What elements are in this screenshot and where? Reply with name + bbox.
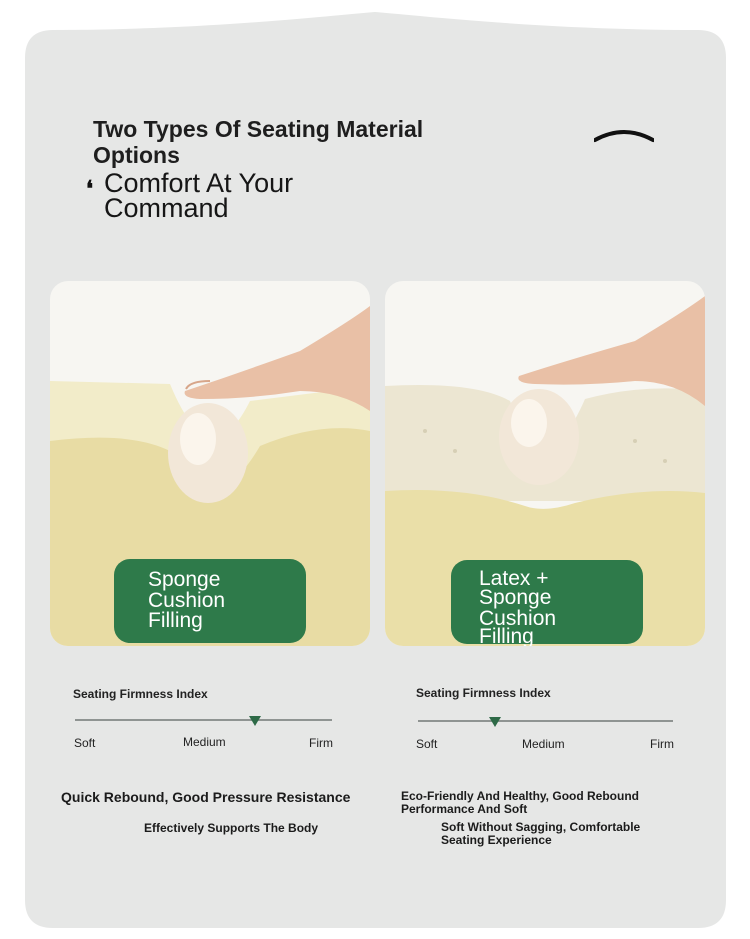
sponge-label-box — [114, 559, 306, 643]
scale-soft-label: Soft — [416, 737, 438, 751]
scale-medium-label: Medium — [522, 737, 565, 751]
swoosh-icon — [594, 128, 654, 144]
left-firmness-scale — [73, 688, 343, 758]
sponge-cushion-image — [50, 281, 370, 646]
firmness-marker-icon — [489, 717, 501, 727]
latex-label-line: Filling — [479, 625, 534, 646]
latex-sponge-image — [385, 281, 705, 646]
scale-soft-label: Soft — [74, 736, 96, 750]
latex-label-line: Latex + — [479, 567, 549, 590]
page-title: Two Types Of Seating Material Options — [93, 116, 424, 168]
scale-firm-label: Firm — [309, 736, 333, 750]
latex-label-box — [451, 560, 643, 644]
sponge-subdescription: Effectively Supports The Body — [144, 821, 319, 835]
latex-description: Eco-Friendly And Healthy, Good Rebound Performance And Soft — [401, 789, 640, 816]
latex-label-line: Cushion — [479, 607, 557, 630]
sponge-label-line: Filling — [148, 609, 203, 632]
page-subtitle: Comfort At Your Command — [104, 168, 294, 223]
latex-subdescription: Soft Without Sagging, Comfortable Seating Experience — [441, 820, 641, 847]
scale-medium-label: Medium — [183, 735, 226, 749]
latex-label-line: Sponge — [479, 586, 552, 609]
sponge-label-line: Sponge — [148, 568, 221, 591]
sponge-label-line: Cushion — [148, 589, 226, 612]
scale-title: Seating Firmness Index — [416, 686, 551, 700]
right-firmness-scale — [416, 687, 686, 757]
scale-firm-label: Firm — [650, 737, 674, 751]
scale-line — [75, 719, 332, 721]
scale-title: Seating Firmness Index — [73, 687, 208, 701]
firmness-marker-icon — [249, 716, 261, 726]
scale-line — [418, 720, 673, 722]
sponge-description: Quick Rebound, Good Pressure Resistance — [61, 789, 351, 805]
quote-icon: ❛ — [86, 176, 94, 202]
